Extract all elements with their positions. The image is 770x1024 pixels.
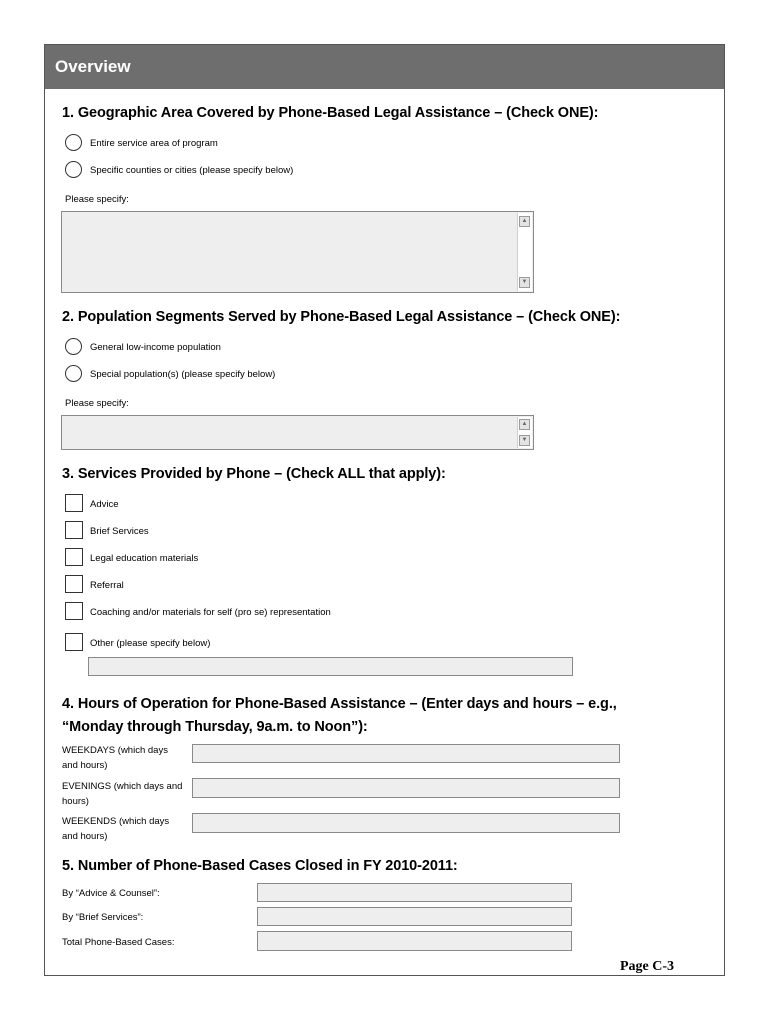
scroll-up-icon[interactable]: ▲ — [519, 216, 530, 227]
q3-checkbox-other[interactable] — [65, 633, 83, 651]
q4-evenings-label: EVENINGS (which days and — [62, 781, 183, 792]
q3-other-input[interactable] — [88, 657, 573, 676]
q1-title: 1. Geographic Area Covered by Phone-Based Legal Assistance – (Check ONE): — [62, 105, 599, 121]
scroll-down-icon[interactable]: ▼ — [519, 435, 530, 446]
q5-brief-label: By “Brief Services”: — [62, 912, 144, 923]
q4-weekdays-input[interactable] — [192, 744, 620, 763]
q4-evenings-label: hours) — [62, 796, 89, 807]
q2-radio-general-population[interactable] — [65, 338, 82, 355]
q2-option-label: General low-income population — [90, 342, 221, 353]
q4-weekdays-label: WEEKDAYS (which days — [62, 745, 168, 756]
section-title: Overview — [55, 57, 131, 76]
q1-radio-specific-counties[interactable] — [65, 161, 82, 178]
q4-title-line2: “Monday through Thursday, 9a.m. to Noon”): — [62, 719, 368, 735]
q4-title-line1: 4. Hours of Operation for Phone-Based Assistance – (Enter days and hours – e.g., — [62, 696, 617, 712]
q3-checkbox-legal-education[interactable] — [65, 548, 83, 566]
q1-specify-label: Please specify: — [65, 194, 129, 205]
q2-scrollbar[interactable] — [517, 417, 532, 448]
q2-option-label: Special population(s) (please specify below) — [90, 369, 276, 380]
q5-total-label: Total Phone-Based Cases: — [62, 937, 175, 948]
q5-total-input[interactable] — [257, 931, 572, 951]
q3-checkbox-referral[interactable] — [65, 575, 83, 593]
q2-title: 2. Population Segments Served by Phone-Based Legal Assistance – (Check ONE): — [62, 309, 621, 325]
q5-brief-input[interactable] — [257, 907, 572, 926]
page-number: Page C-3 — [620, 959, 675, 974]
q1-option-label: Specific counties or cities (please specify below) — [90, 165, 294, 176]
form-frame — [44, 44, 725, 976]
q3-option-label: Brief Services — [90, 526, 149, 537]
q1-option-label: Entire service area of program — [90, 138, 218, 149]
q3-option-label: Advice — [90, 499, 119, 510]
q3-checkbox-brief-services[interactable] — [65, 521, 83, 539]
q2-specify-label: Please specify: — [65, 398, 129, 409]
q1-radio-entire-area[interactable] — [65, 134, 82, 151]
q2-radio-special-population[interactable] — [65, 365, 82, 382]
q3-checkbox-coaching[interactable] — [65, 602, 83, 620]
section-header — [45, 45, 724, 89]
q3-option-label: Legal education materials — [90, 553, 199, 564]
q5-advice-input[interactable] — [257, 883, 572, 902]
q1-specify-textarea[interactable] — [61, 211, 534, 293]
q5-advice-label: By “Advice & Counsel”: — [62, 888, 160, 899]
q4-weekends-label: and hours) — [62, 831, 108, 842]
q3-option-label: Referral — [90, 580, 124, 591]
scroll-up-icon[interactable]: ▲ — [519, 419, 530, 430]
q3-option-label: Other (please specify below) — [90, 638, 211, 649]
q3-checkbox-advice[interactable] — [65, 494, 83, 512]
q4-weekdays-label: and hours) — [62, 760, 108, 771]
q3-title: 3. Services Provided by Phone – (Check ALL that apply): — [62, 466, 446, 482]
q4-weekends-input[interactable] — [192, 813, 620, 833]
q4-evenings-input[interactable] — [192, 778, 620, 798]
q3-option-label: Coaching and/or materials for self (pro se) representation — [90, 607, 331, 618]
q2-specify-textarea[interactable] — [61, 415, 534, 450]
q4-weekends-label: WEEKENDS (which days — [62, 816, 170, 827]
q5-title: 5. Number of Phone-Based Cases Closed in FY 2010-2011: — [62, 858, 458, 874]
scroll-down-icon[interactable]: ▼ — [519, 277, 530, 288]
q1-scrollbar[interactable] — [517, 213, 532, 291]
